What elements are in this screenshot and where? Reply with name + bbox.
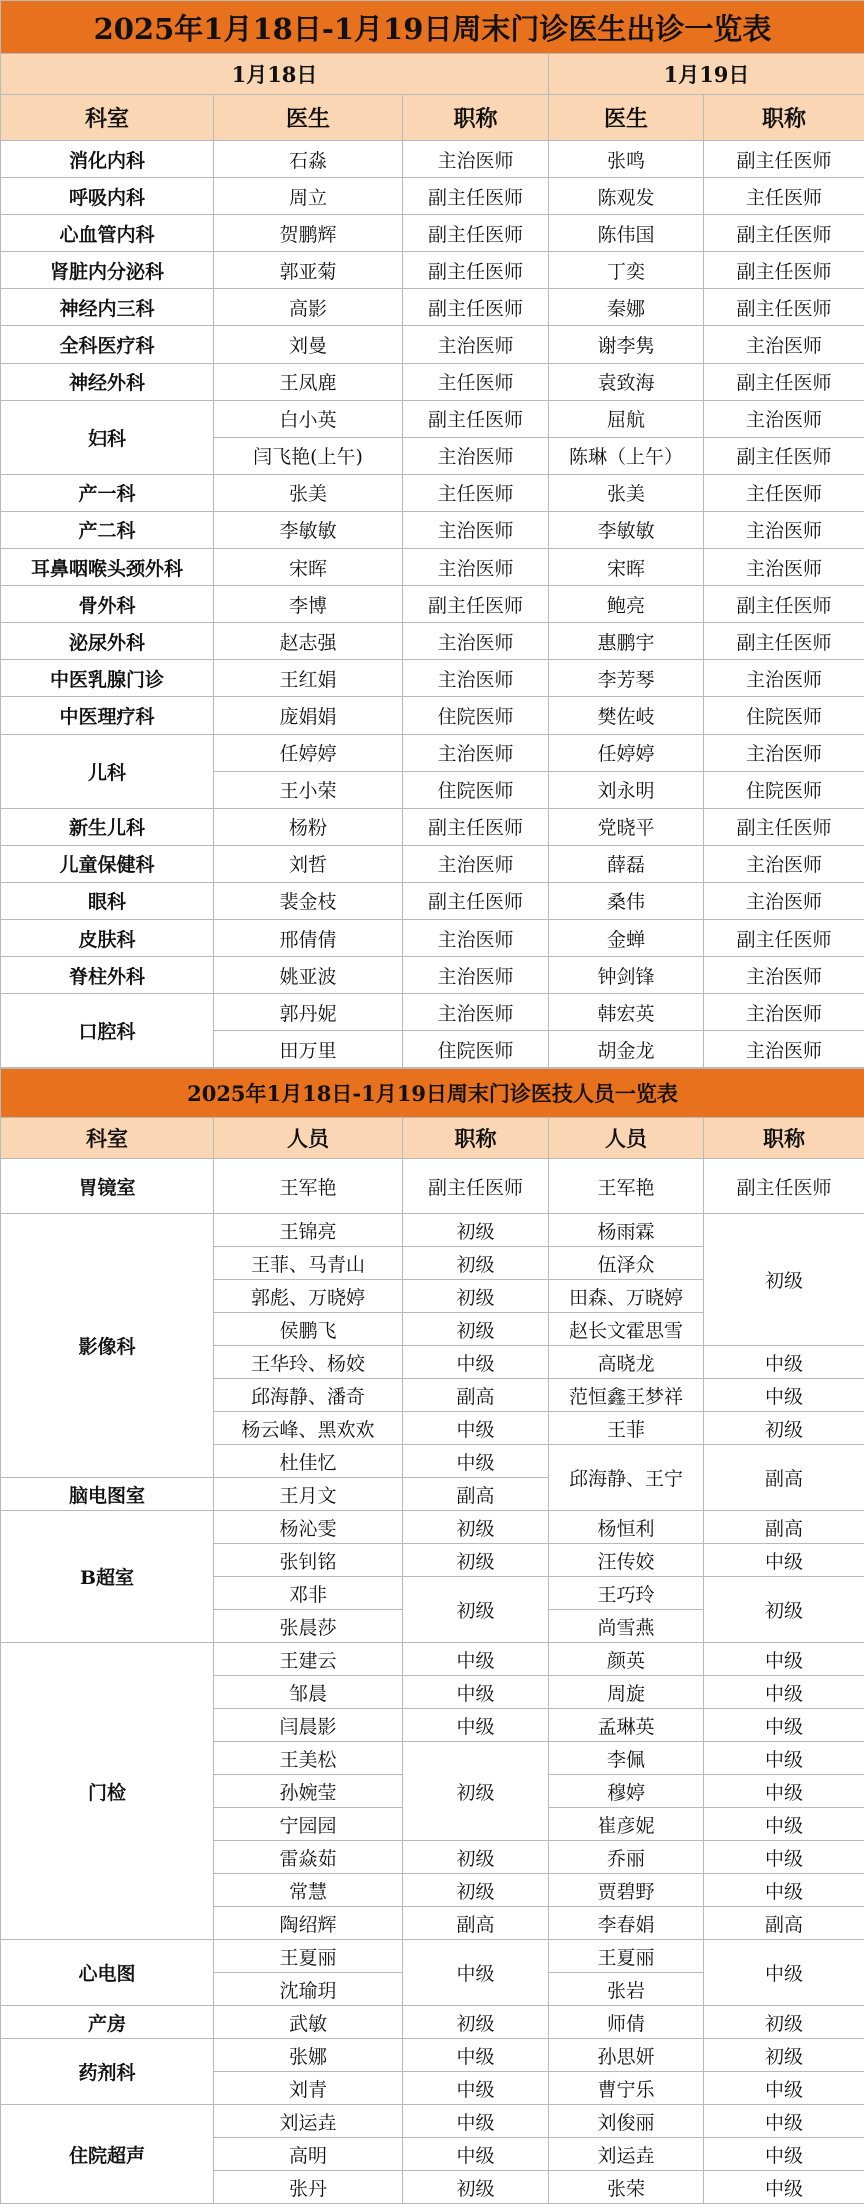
title-day2-cell: 主治医师 <box>704 957 864 994</box>
title-day2-cell: 副主任医师 <box>704 919 864 956</box>
title-day1-cell: 初级 <box>403 1874 549 1907</box>
table-row <box>1 882 864 919</box>
title-day2-cell: 中级 <box>704 1709 864 1742</box>
title-day1-cell: 住院医师 <box>403 1031 549 1068</box>
dept-cell: 产房 <box>1 2006 214 2039</box>
person-day2-cell: 范恒鑫王梦祥 <box>549 1379 704 1412</box>
title-day2-cell: 主任医师 <box>704 178 864 215</box>
title-day1-cell: 副主任医师 <box>403 586 549 623</box>
table-row <box>1 141 864 178</box>
doctor-day1-cell: 郭亚菊 <box>214 252 403 289</box>
person-day2-cell: 伍泽众 <box>549 1247 704 1280</box>
person-day2-cell: 赵长文霍思雪 <box>549 1313 704 1346</box>
title-day2-cell: 副高 <box>704 1907 864 1940</box>
doctor-day2-cell: 袁致海 <box>549 363 704 400</box>
title-day2-cell: 中级 <box>704 2072 864 2105</box>
doctor-day2-cell: 金蝉 <box>549 919 704 956</box>
title-day1-cell: 主任医师 <box>403 474 549 511</box>
title-day2-cell: 主治医师 <box>704 734 864 771</box>
title-day2-cell: 主治医师 <box>704 326 864 363</box>
title-day1-cell: 中级 <box>403 1346 549 1379</box>
person-day1-cell: 常慧 <box>214 1874 403 1907</box>
section-title: 2025年1月18日-1月19日周末门诊医技人员一览表 <box>1 1069 864 1118</box>
person-day2-cell: 杨雨霖 <box>549 1214 704 1247</box>
person-day1-cell: 高明 <box>214 2138 403 2171</box>
person-day2-cell: 贾碧野 <box>549 1874 704 1907</box>
title-day1-cell: 初级 <box>403 1742 549 1841</box>
dept-cell: 胃镜室 <box>1 1159 214 1214</box>
title-day2-cell: 中级 <box>704 2171 864 2204</box>
person-day1-cell: 张娜 <box>214 2039 403 2072</box>
dept-cell: 妇科 <box>1 400 214 474</box>
title-day1-cell: 主任医师 <box>403 363 549 400</box>
dept-cell: B超室 <box>1 1511 214 1643</box>
title-day1-cell: 主治医师 <box>403 141 549 178</box>
doctor-day2-cell: 丁奕 <box>549 252 704 289</box>
doctor-day2-cell: 屈航 <box>549 400 704 437</box>
doctor-day2-cell: 党晓平 <box>549 808 704 845</box>
date-header-day2: 1月19日 <box>549 54 864 95</box>
person-day2-cell: 王巧玲 <box>549 1577 704 1610</box>
person-day2-cell: 师倩 <box>549 2006 704 2039</box>
table-row <box>1 474 864 511</box>
doctor-day1-cell: 任婷婷 <box>214 734 403 771</box>
person-day1-cell: 王建云 <box>214 1643 403 1676</box>
doctor-day2-cell: 惠鹏宇 <box>549 623 704 660</box>
table-row <box>1 2105 864 2138</box>
person-day2-cell: 曹宁乐 <box>549 2072 704 2105</box>
dept-cell: 心血管内科 <box>1 215 214 252</box>
title-day1-cell: 中级 <box>403 1940 549 2006</box>
doctor-day1-cell: 田万里 <box>214 1031 403 1068</box>
title-day2-cell: 初级 <box>704 1214 864 1346</box>
table-row <box>1 400 864 437</box>
dept-cell: 泌尿外科 <box>1 623 214 660</box>
person-day1-cell: 郭彪、万晓婷 <box>214 1280 403 1313</box>
table-row <box>1 2006 864 2039</box>
title-day2-cell: 副主任医师 <box>704 141 864 178</box>
dept-cell: 新生儿科 <box>1 808 214 845</box>
person-day1-cell: 王军艳 <box>214 1159 403 1214</box>
title-day2-cell: 初级 <box>704 2006 864 2039</box>
doctor-day2-cell: 任婷婷 <box>549 734 704 771</box>
title-day2-cell: 住院医师 <box>704 771 864 808</box>
table-row <box>1 2039 864 2072</box>
title-day2-cell: 主治医师 <box>704 511 864 548</box>
title-day1-cell: 住院医师 <box>403 771 549 808</box>
person-day2-cell: 刘俊丽 <box>549 2105 704 2138</box>
title-day2-cell: 副主任医师 <box>704 215 864 252</box>
doctor-day1-cell: 郭丹妮 <box>214 994 403 1031</box>
title-day1-cell: 主治医师 <box>403 623 549 660</box>
dept-cell: 药剂科 <box>1 2039 214 2105</box>
doctor-day2-cell: 钟剑锋 <box>549 957 704 994</box>
title-day1-cell: 中级 <box>403 2072 549 2105</box>
person-day1-cell: 沈瑜玥 <box>214 1973 403 2006</box>
title-day2-cell: 初级 <box>704 2039 864 2072</box>
title-day1-cell: 主治医师 <box>403 660 549 697</box>
title-day1-cell: 初级 <box>403 1511 549 1544</box>
table-row <box>1 178 864 215</box>
person-day1-cell: 刘青 <box>214 2072 403 2105</box>
title-day2-cell: 副主任医师 <box>704 289 864 326</box>
dept-cell: 产二科 <box>1 511 214 548</box>
person-day1-cell: 张丹 <box>214 2171 403 2204</box>
doctor-day2-cell: 陈观发 <box>549 178 704 215</box>
title-day1-cell: 中级 <box>403 1412 549 1445</box>
column-header-title-day1: 职称 <box>403 95 549 141</box>
title-day1-cell: 初级 <box>403 1544 549 1577</box>
person-day2-cell: 颜英 <box>549 1643 704 1676</box>
title-day2-cell: 中级 <box>704 1643 864 1676</box>
title-day1-cell: 副主任医师 <box>403 882 549 919</box>
title-day1-cell: 副主任医师 <box>403 808 549 845</box>
title-day2-cell: 中级 <box>704 1544 864 1577</box>
doctor-day1-cell: 周立 <box>214 178 403 215</box>
title-day1-cell: 副主任医师 <box>403 400 549 437</box>
table-row <box>1 808 864 845</box>
dept-cell: 眼科 <box>1 882 214 919</box>
person-day1-cell: 王菲、马青山 <box>214 1247 403 1280</box>
title-day1-cell: 主治医师 <box>403 919 549 956</box>
person-day1-cell: 王月文 <box>214 1478 403 1511</box>
column-header-dept: 科室 <box>1 1118 214 1159</box>
doctor-day1-cell: 王凤鹿 <box>214 363 403 400</box>
doctor-day1-cell: 高影 <box>214 289 403 326</box>
person-day2-cell: 崔彦妮 <box>549 1808 704 1841</box>
dept-cell: 儿童保健科 <box>1 845 214 882</box>
doctor-schedule-table <box>0 0 864 1068</box>
column-header-title-day1: 职称 <box>403 1118 549 1159</box>
column-header-person-day1: 人员 <box>214 1118 403 1159</box>
person-day1-cell: 闫晨影 <box>214 1709 403 1742</box>
person-day1-cell: 侯鹏飞 <box>214 1313 403 1346</box>
title-day2-cell: 住院医师 <box>704 697 864 734</box>
dept-cell: 耳鼻咽喉头颈外科 <box>1 549 214 586</box>
title-day1-cell: 主治医师 <box>403 437 549 474</box>
dept-cell: 心电图 <box>1 1940 214 2006</box>
doctor-day2-cell: 鲍亮 <box>549 586 704 623</box>
person-day1-cell: 雷焱茹 <box>214 1841 403 1874</box>
person-day1-cell: 孙婉莹 <box>214 1775 403 1808</box>
person-day1-cell: 杨沁雯 <box>214 1511 403 1544</box>
doctor-day2-cell: 刘永明 <box>549 771 704 808</box>
person-day2-cell: 邱海静、王宁 <box>549 1445 704 1511</box>
column-header-doctor-day1: 医生 <box>214 95 403 141</box>
title-day2-cell: 副高 <box>704 1445 864 1511</box>
table-row <box>1 660 864 697</box>
title-day1-cell: 主治医师 <box>403 549 549 586</box>
title-day1-cell: 主治医师 <box>403 326 549 363</box>
dept-cell: 脑电图室 <box>1 1478 214 1511</box>
person-day1-cell: 杨云峰、黑欢欢 <box>214 1412 403 1445</box>
person-day2-cell: 刘运垚 <box>549 2138 704 2171</box>
doctor-day2-cell: 韩宏英 <box>549 994 704 1031</box>
doctor-day1-cell: 王红娟 <box>214 660 403 697</box>
dept-cell: 影像科 <box>1 1214 214 1478</box>
person-day1-cell: 杜佳忆 <box>214 1445 403 1478</box>
title-day2-cell: 中级 <box>704 1676 864 1709</box>
title-day2-cell: 中级 <box>704 1841 864 1874</box>
column-header-title-day2: 职称 <box>704 95 864 141</box>
dept-cell: 全科医疗科 <box>1 326 214 363</box>
table-row <box>1 363 864 400</box>
person-day2-cell: 张荣 <box>549 2171 704 2204</box>
tech-staff-table <box>0 1068 864 2204</box>
title-day1-cell: 主治医师 <box>403 734 549 771</box>
doctor-day1-cell: 赵志强 <box>214 623 403 660</box>
title-day2-cell: 副主任医师 <box>704 1159 864 1214</box>
table-row <box>1 511 864 548</box>
doctor-day2-cell: 胡金龙 <box>549 1031 704 1068</box>
column-header-person-day2: 人员 <box>549 1118 704 1159</box>
column-header-dept: 科室 <box>1 95 214 141</box>
title-day2-cell: 中级 <box>704 1346 864 1379</box>
title-day1-cell: 初级 <box>403 1247 549 1280</box>
doctor-day1-cell: 邢倩倩 <box>214 919 403 956</box>
title-day1-cell: 主治医师 <box>403 845 549 882</box>
table-row <box>1 1159 864 1214</box>
title-day2-cell: 主治医师 <box>704 1031 864 1068</box>
title-day2-cell: 主治医师 <box>704 994 864 1031</box>
title-day2-cell: 中级 <box>704 2105 864 2138</box>
title-day1-cell: 初级 <box>403 2171 549 2204</box>
title-day1-cell: 中级 <box>403 2039 549 2072</box>
doctor-day1-cell: 王小荣 <box>214 771 403 808</box>
title-day1-cell: 副主任医师 <box>403 178 549 215</box>
doctor-day2-cell: 张美 <box>549 474 704 511</box>
person-day2-cell: 田森、万晓婷 <box>549 1280 704 1313</box>
person-day1-cell: 王夏丽 <box>214 1940 403 1973</box>
title-day1-cell: 中级 <box>403 1445 549 1478</box>
table-row <box>1 734 864 771</box>
person-day2-cell: 孙思妍 <box>549 2039 704 2072</box>
dept-cell: 儿科 <box>1 734 214 808</box>
person-day1-cell: 张晨莎 <box>214 1610 403 1643</box>
doctor-day1-cell: 闫飞艳(上午) <box>214 437 403 474</box>
table-row <box>1 994 864 1031</box>
title-day2-cell: 主任医师 <box>704 474 864 511</box>
table-row <box>1 289 864 326</box>
dept-cell: 皮肤科 <box>1 919 214 956</box>
dept-cell: 中医理疗科 <box>1 697 214 734</box>
page-title: 2025年1月18日-1月19日周末门诊医生出诊一览表 <box>1 1 864 54</box>
title-day1-cell: 初级 <box>403 1280 549 1313</box>
dept-cell: 中医乳腺门诊 <box>1 660 214 697</box>
doctor-day2-cell: 秦娜 <box>549 289 704 326</box>
table-row <box>1 1643 864 1676</box>
person-day2-cell: 李春娟 <box>549 1907 704 1940</box>
doctor-day2-cell: 樊佐岐 <box>549 697 704 734</box>
title-day1-cell: 中级 <box>403 2138 549 2171</box>
title-day2-cell: 中级 <box>704 1742 864 1775</box>
table-row <box>1 1214 864 1247</box>
table-row <box>1 215 864 252</box>
person-day1-cell: 刘运垚 <box>214 2105 403 2138</box>
person-day1-cell: 邱海静、潘奇 <box>214 1379 403 1412</box>
title-day1-cell: 副高 <box>403 1379 549 1412</box>
table-row <box>1 623 864 660</box>
person-day2-cell: 王军艳 <box>549 1159 704 1214</box>
person-day2-cell: 乔丽 <box>549 1841 704 1874</box>
title-day1-cell: 副高 <box>403 1907 549 1940</box>
title-day2-cell: 副主任医师 <box>704 623 864 660</box>
column-header-doctor-day2: 医生 <box>549 95 704 141</box>
doctor-day2-cell: 薛磊 <box>549 845 704 882</box>
doctor-day1-cell: 杨粉 <box>214 808 403 845</box>
dept-cell: 肾脏内分泌科 <box>1 252 214 289</box>
title-day2-cell: 主治医师 <box>704 549 864 586</box>
title-day1-cell: 副高 <box>403 1478 549 1511</box>
title-day1-cell: 中级 <box>403 1676 549 1709</box>
dept-cell: 脊柱外科 <box>1 957 214 994</box>
doctor-day1-cell: 庞娟娟 <box>214 697 403 734</box>
doctor-day1-cell: 李博 <box>214 586 403 623</box>
title-day2-cell: 中级 <box>704 1775 864 1808</box>
title-day1-cell: 初级 <box>403 2006 549 2039</box>
person-day1-cell: 王美松 <box>214 1742 403 1775</box>
title-day2-cell: 副主任医师 <box>704 363 864 400</box>
dept-cell: 消化内科 <box>1 141 214 178</box>
doctor-day1-cell: 石淼 <box>214 141 403 178</box>
person-day2-cell: 张岩 <box>549 1973 704 2006</box>
doctor-day1-cell: 宋晖 <box>214 549 403 586</box>
doctor-day2-cell: 宋晖 <box>549 549 704 586</box>
title-day1-cell: 中级 <box>403 1643 549 1676</box>
person-day1-cell: 张钊铭 <box>214 1544 403 1577</box>
person-day2-cell: 尚雪燕 <box>549 1610 704 1643</box>
title-day1-cell: 主治医师 <box>403 957 549 994</box>
doctor-day1-cell: 白小英 <box>214 400 403 437</box>
title-day2-cell: 中级 <box>704 2138 864 2171</box>
title-day1-cell: 副主任医师 <box>403 252 549 289</box>
person-day2-cell: 王夏丽 <box>549 1940 704 1973</box>
doctor-day2-cell: 张鸣 <box>549 141 704 178</box>
title-day1-cell: 副主任医师 <box>403 1159 549 1214</box>
title-day1-cell: 初级 <box>403 1577 549 1643</box>
doctor-day1-cell: 刘哲 <box>214 845 403 882</box>
column-header-title-day2: 职称 <box>704 1118 864 1159</box>
title-day1-cell: 副主任医师 <box>403 215 549 252</box>
person-day2-cell: 穆婷 <box>549 1775 704 1808</box>
table-row <box>1 586 864 623</box>
doctor-day2-cell: 桑伟 <box>549 882 704 919</box>
title-day2-cell: 主治医师 <box>704 660 864 697</box>
dept-cell: 神经内三科 <box>1 289 214 326</box>
title-day2-cell: 副主任医师 <box>704 586 864 623</box>
table-row <box>1 1511 864 1544</box>
title-day1-cell: 初级 <box>403 1313 549 1346</box>
dept-cell: 产一科 <box>1 474 214 511</box>
dept-cell: 骨外科 <box>1 586 214 623</box>
title-day2-cell: 副主任医师 <box>704 437 864 474</box>
table-row <box>1 697 864 734</box>
title-day2-cell: 中级 <box>704 1874 864 1907</box>
person-day1-cell: 邹晨 <box>214 1676 403 1709</box>
doctor-day2-cell: 陈伟国 <box>549 215 704 252</box>
title-day2-cell: 主治医师 <box>704 845 864 882</box>
person-day2-cell: 王菲 <box>549 1412 704 1445</box>
title-day2-cell: 中级 <box>704 1940 864 2006</box>
table-row <box>1 326 864 363</box>
title-day2-cell: 中级 <box>704 1808 864 1841</box>
table-row <box>1 549 864 586</box>
doctor-day1-cell: 姚亚波 <box>214 957 403 994</box>
doctor-day1-cell: 刘曼 <box>214 326 403 363</box>
doctor-day2-cell: 李芳琴 <box>549 660 704 697</box>
doctor-day1-cell: 李敏敏 <box>214 511 403 548</box>
dept-cell: 口腔科 <box>1 994 214 1068</box>
person-day1-cell: 王锦亮 <box>214 1214 403 1247</box>
title-day1-cell: 副主任医师 <box>403 289 549 326</box>
dept-cell: 门检 <box>1 1643 214 1940</box>
title-day2-cell: 主治医师 <box>704 400 864 437</box>
person-day1-cell: 王华玲、杨姣 <box>214 1346 403 1379</box>
table-row <box>1 252 864 289</box>
title-day1-cell: 中级 <box>403 2105 549 2138</box>
title-day1-cell: 中级 <box>403 1709 549 1742</box>
title-day1-cell: 初级 <box>403 1841 549 1874</box>
title-day2-cell: 副主任医师 <box>704 808 864 845</box>
dept-cell: 住院超声 <box>1 2105 214 2204</box>
title-day2-cell: 主治医师 <box>704 882 864 919</box>
title-day2-cell: 初级 <box>704 1577 864 1643</box>
person-day2-cell: 汪传姣 <box>549 1544 704 1577</box>
person-day1-cell: 邓非 <box>214 1577 403 1610</box>
doctor-day1-cell: 贺鹏辉 <box>214 215 403 252</box>
title-day1-cell: 初级 <box>403 1214 549 1247</box>
doctor-day2-cell: 李敏敏 <box>549 511 704 548</box>
title-day1-cell: 住院医师 <box>403 697 549 734</box>
doctor-day1-cell: 裴金枝 <box>214 882 403 919</box>
person-day1-cell: 武敏 <box>214 2006 403 2039</box>
doctor-day1-cell: 张美 <box>214 474 403 511</box>
title-day2-cell: 中级 <box>704 1379 864 1412</box>
person-day2-cell: 李佩 <box>549 1742 704 1775</box>
title-day2-cell: 副高 <box>704 1511 864 1544</box>
dept-cell: 呼吸内科 <box>1 178 214 215</box>
title-day2-cell: 初级 <box>704 1412 864 1445</box>
table-row <box>1 957 864 994</box>
title-day1-cell: 主治医师 <box>403 511 549 548</box>
person-day2-cell: 周旋 <box>549 1676 704 1709</box>
person-day2-cell: 高晓龙 <box>549 1346 704 1379</box>
table-row <box>1 1940 864 1973</box>
person-day2-cell: 杨恒利 <box>549 1511 704 1544</box>
table-row <box>1 845 864 882</box>
person-day1-cell: 宁园园 <box>214 1808 403 1841</box>
dept-cell: 神经外科 <box>1 363 214 400</box>
date-header-day1: 1月18日 <box>1 54 549 95</box>
person-day1-cell: 陶绍辉 <box>214 1907 403 1940</box>
title-day2-cell: 副主任医师 <box>704 252 864 289</box>
title-day1-cell: 主治医师 <box>403 994 549 1031</box>
doctor-day2-cell: 谢李隽 <box>549 326 704 363</box>
table-row <box>1 919 864 956</box>
doctor-day2-cell: 陈琳（上午） <box>549 437 704 474</box>
person-day2-cell: 孟琳英 <box>549 1709 704 1742</box>
